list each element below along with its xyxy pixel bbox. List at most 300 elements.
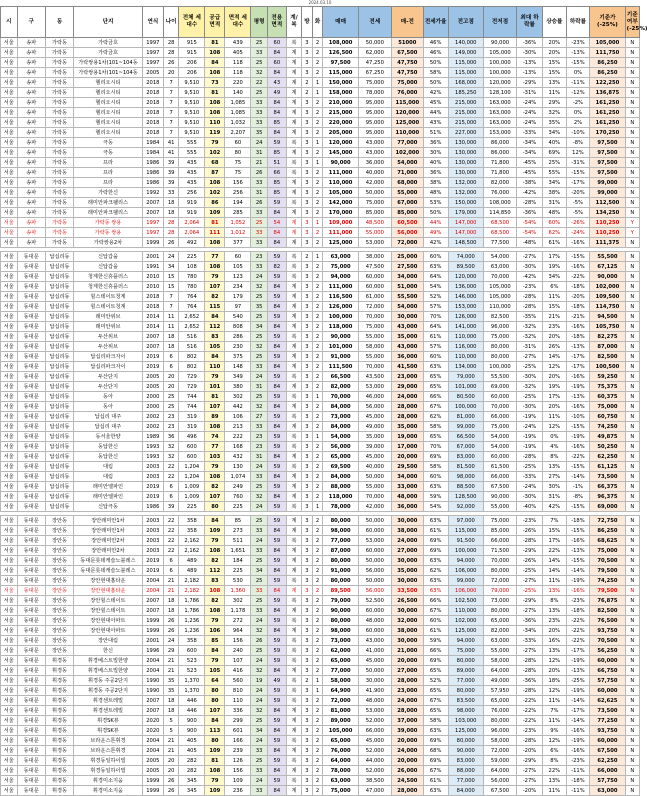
table-cell: 109 [205,746,225,756]
table-cell: 2 [312,586,323,596]
table-row[interactable] [1,382,640,392]
table-cell: 729 [179,372,205,382]
table-row[interactable] [1,716,640,726]
table-cell: 69,000 [590,502,625,512]
table-cell: 2003 [142,526,163,536]
table-cell: 26% [543,342,567,352]
column-header[interactable]: 동 [45,7,73,38]
table-cell: 79 [205,656,225,666]
table-row[interactable] [1,502,640,512]
table-cell: 61% [423,626,448,636]
table-cell: 435 [179,178,205,188]
table-row[interactable] [1,302,640,312]
column-header[interactable]: 공급 면적 [205,7,225,38]
table-cell: 계 [286,362,301,372]
table-cell: 75,000 [483,516,516,526]
table-row[interactable] [1,636,640,646]
table-cell: 프라 [74,178,143,188]
table-row[interactable] [1,58,640,68]
column-header[interactable]: 하락률 [566,7,590,38]
table-row[interactable] [1,88,640,98]
table-cell: 60% [423,252,448,262]
table-row[interactable] [1,676,640,686]
table-cell: 62,250 [590,452,625,462]
table-row[interactable] [1,38,640,48]
table-row[interactable] [1,482,640,492]
table-row[interactable] [1,556,640,566]
table-cell: 84 [205,716,225,726]
table-cell: 60,000 [483,392,516,402]
table-cell: N [625,626,639,636]
table-cell: 79 [205,372,225,382]
table-cell: 3 [302,786,313,796]
table-cell: 80 [225,148,251,158]
table-cell: 114,850 [483,208,516,218]
table-cell: 2 [312,58,323,68]
table-cell: 358 [179,636,205,646]
table-cell: -22% [566,636,590,646]
column-header[interactable]: 전체 세대수 [179,7,205,38]
table-row[interactable] [1,736,640,746]
table-row[interactable] [1,646,640,656]
table-row[interactable] [1,766,640,776]
table-cell: 2 [312,606,323,616]
table-cell: -14% [566,696,590,706]
table-cell: 송파 [17,228,45,238]
table-row[interactable] [1,128,640,138]
table-cell: N [625,536,639,546]
table-row[interactable] [1,322,640,332]
table-cell: 93,750 [590,626,625,636]
table-cell: 105 [205,666,225,676]
column-header[interactable]: 매매 [323,7,358,38]
table-cell: 24 [163,252,178,262]
table-cell: 동대문롯데캐슬노블레스 [74,556,143,566]
table-cell: -22% [517,706,543,716]
table-cell: 21 [163,656,178,666]
table-row[interactable] [1,272,640,282]
table-cell: 60% [543,218,567,228]
table-cell: 42% [423,238,448,248]
table-cell: 서울 [1,566,18,576]
table-cell: 25 [251,756,268,766]
table-cell: -17% [566,706,590,716]
table-row[interactable] [1,452,640,462]
table-row[interactable] [1,402,640,412]
table-cell: 97 [225,302,251,312]
table-cell: 60,500 [391,218,423,228]
table-row[interactable] [1,492,640,502]
column-header[interactable]: 상승률 [543,7,567,38]
table-cell: 55,000 [358,482,391,492]
table-cell: 3 [302,596,313,606]
table-cell: -19% [566,432,590,442]
table-cell: 601 [225,726,251,736]
table-cell: 2 [312,128,323,138]
table-row[interactable] [1,786,640,796]
table-cell: 118,000 [323,492,358,502]
table-cell: -21% [566,312,590,322]
table-cell: 90,000 [323,332,358,342]
table-cell: 59 [267,646,286,656]
table-cell: 계 [286,706,301,716]
table-cell: 3 [302,158,313,168]
table-cell: 32 [251,68,268,78]
table-cell: 계 [286,566,301,576]
table-cell: 84 [267,238,286,248]
table-cell: -12% [566,88,590,98]
table-cell: 41,500 [391,362,423,372]
table-cell: 33 [251,766,268,776]
table-cell: 서울 [1,746,18,756]
table-cell: 24 [251,502,268,512]
column-header[interactable]: 나이 [163,7,178,38]
table-cell: 서울 [1,58,18,68]
column-header[interactable]: 구 [17,7,45,38]
table-cell: 30,000 [358,676,391,686]
table-cell: 76,000 [483,706,516,716]
table-cell: 81 [205,88,225,98]
table-cell: 80,000 [323,576,358,586]
table-row[interactable] [1,198,640,208]
table-cell: 81,500 [448,462,483,472]
table-cell: 179 [225,292,251,302]
table-row[interactable] [1,432,640,442]
table-cell: 55,500 [483,372,516,382]
table-cell: 동대문 [17,292,45,302]
table-cell: 동대문 [17,322,45,332]
table-cell: 2002 [142,422,163,432]
table-cell: 161,250 [590,108,625,118]
table-row[interactable] [1,158,640,168]
table-cell: 송파 [17,58,45,68]
table-row[interactable] [1,312,640,322]
table-cell: N [625,332,639,342]
table-row[interactable] [1,178,640,188]
table-cell: 59 [267,352,286,362]
table-cell: 13% [543,606,567,616]
table-cell: 40,000 [358,168,391,178]
table-row[interactable] [1,422,640,432]
table-cell: 휘경센트레빌 [74,696,143,706]
table-row[interactable] [1,138,640,148]
table-cell: 29,000 [391,382,423,392]
table-cell: 가락동 [45,78,73,88]
table-cell: 두산단지 [74,382,143,392]
table-cell: 70,500 [590,636,625,646]
table-cell: 25 [163,392,178,402]
column-header[interactable]: 단지 [74,7,143,38]
table-cell: 2,064 [179,228,205,238]
table-cell: 80,000 [483,716,516,726]
table-cell: 3 [302,272,313,282]
table-cell: -14% [566,566,590,576]
table-cell: 68,500 [483,228,516,238]
table-cell: 서울 [1,636,18,646]
table-cell: -23% [517,726,543,736]
table-row[interactable] [1,726,640,736]
column-header[interactable]: 화 [312,7,323,38]
table-cell: 7 [163,108,178,118]
table-row[interactable] [1,292,640,302]
table-row[interactable] [1,442,640,452]
table-cell: 23 [163,422,178,432]
table-cell: -16% [566,322,590,332]
table-cell: 24 [251,776,268,786]
column-header[interactable]: 전용 면적 [267,7,286,38]
table-cell: 126,000 [448,312,483,322]
table-row[interactable] [1,586,640,596]
table-cell: 79 [205,462,225,472]
table-row[interactable] [1,118,640,128]
table-cell: 서울 [1,596,18,606]
table-cell: 2 [312,312,323,322]
table-cell: 72,750 [590,516,625,526]
column-header[interactable]: 전세가율 [423,7,448,38]
table-cell: 11 [163,312,178,322]
table-cell: -24% [517,482,543,492]
table-cell: 83,000 [448,452,483,462]
table-cell: -18% [566,282,590,292]
table-cell: 100,000 [483,362,516,372]
table-row[interactable] [1,218,640,228]
table-cell: 서울 [1,88,18,98]
table-cell: 2010 [142,282,163,292]
table-row[interactable] [1,282,640,292]
table-cell: 76,500 [590,616,625,626]
table-cell: 75 [225,168,251,178]
table-row[interactable] [1,462,640,472]
column-header[interactable]: 기준가 (-25%) [590,7,625,38]
column-header[interactable]: 면적 세대수 [225,7,251,38]
table-row[interactable] [1,68,640,78]
table-row[interactable] [1,706,640,716]
table-cell: 답십리동 [45,282,73,292]
table-cell: 계 [286,292,301,302]
table-cell: 179,000 [448,208,483,218]
table-cell: 73,000 [323,412,358,422]
table-row[interactable] [1,168,640,178]
table-cell: 77,000 [323,536,358,546]
table-row[interactable] [1,596,640,606]
table-cell: 41,900 [358,686,391,696]
table-cell: 109 [205,208,225,218]
column-header[interactable]: 기준 여부 (-25%) [625,7,639,38]
table-cell: N [625,462,639,472]
table-row[interactable] [1,392,640,402]
table-row[interactable] [1,472,640,482]
table-cell: 55,500 [391,292,423,302]
table-cell: 49% [423,228,448,238]
table-cell: -54% [517,228,543,238]
table-row[interactable] [1,342,640,352]
table-cell: 2 [312,98,323,108]
table-cell: 2004 [142,746,163,756]
table-cell: N [625,556,639,566]
table-row[interactable] [1,252,640,262]
table-cell: 장안동 [45,626,73,636]
table-cell: 52,500 [358,596,391,606]
table-cell: 송파 [17,208,45,218]
table-cell: 1 [312,78,323,88]
table-cell: N [625,252,639,262]
column-header[interactable]: 전고점 [448,7,483,38]
table-row[interactable] [1,606,640,616]
table-cell: 37,000 [391,716,423,726]
table-row[interactable] [1,696,640,706]
table-cell: 108 [179,262,205,272]
table-cell: 38% [543,188,567,198]
table-row[interactable] [1,208,640,218]
table-cell: 13% [543,646,567,656]
table-cell: 84 [267,452,286,462]
table-row[interactable] [1,362,640,372]
table-cell: 511 [225,536,251,546]
table-row[interactable] [1,576,640,586]
column-header[interactable]: 전세 [358,7,391,38]
table-cell: 82,500 [590,606,625,616]
table-row[interactable] [1,516,640,526]
table-cell: 84 [267,526,286,536]
table-cell: 764 [179,302,205,312]
table-cell: 20% [543,38,567,48]
column-header[interactable]: 평형 [251,7,268,38]
column-header[interactable]: 매-전 [391,7,423,38]
table-cell: 가락동 [45,168,73,178]
table-cell: -45% [517,158,543,168]
table-row[interactable] [1,412,640,422]
table-cell: 신답갑을 [74,252,143,262]
table-cell: 36,000 [391,352,423,362]
column-header[interactable]: 최대 하락률 [517,7,543,38]
table-cell: 1999 [142,616,163,626]
table-cell: 25 [251,576,268,586]
column-header[interactable]: 전저점 [483,7,516,38]
table-row[interactable] [1,188,640,198]
table-cell: 108 [205,606,225,616]
table-row[interactable] [1,48,640,58]
table-cell: 59 [267,292,286,302]
table-cell: 답십리동 [45,352,73,362]
table-cell: 3 [302,312,313,322]
table-cell: -8% [566,138,590,148]
table-row[interactable] [1,238,640,248]
table-cell: 110 [205,118,225,128]
table-cell: 915 [179,38,205,48]
table-cell: 27,000 [391,666,423,676]
table-cell: 82 [205,482,225,492]
table-row[interactable] [1,372,640,382]
table-cell: 3 [302,228,313,238]
table-cell: 가락쌍용1차(101~104동 [74,68,143,78]
table-cell: 112 [205,322,225,332]
table-cell: 60,000 [358,546,391,556]
table-cell: 휘경동 [45,756,73,766]
table-row[interactable] [1,686,640,696]
table-cell: 67% [423,606,448,616]
table-row[interactable] [1,228,640,238]
table-cell: 184 [225,556,251,566]
table-cell: 75,000 [323,786,358,796]
table-row[interactable] [1,616,640,626]
table-cell: 111 [205,228,225,238]
column-header[interactable]: 연식 [142,7,163,38]
table-cell: 답십리동 [45,382,73,392]
table-row[interactable] [1,776,640,786]
table-cell: 72,000 [358,302,391,312]
table-cell: 계 [286,716,301,726]
table-row[interactable] [1,108,640,118]
table-row[interactable] [1,546,640,556]
table-cell: 서울 [1,148,18,158]
table-cell: 47,750 [391,68,423,78]
table-cell: 59 [267,252,286,262]
table-row[interactable] [1,746,640,756]
table-cell: 48,000 [391,492,423,502]
table-row[interactable] [1,352,640,362]
table-cell: 서울 [1,766,18,776]
table-cell: 서울 [1,252,18,262]
table-row[interactable] [1,148,640,158]
table-row[interactable] [1,656,640,666]
table-cell: -27% [517,776,543,786]
table-cell: 1,204 [179,472,205,482]
table-cell: 156 [225,636,251,646]
table-cell: 215,000 [448,108,483,118]
column-header[interactable]: 계/복 [286,7,301,38]
table-cell: 2 [302,88,313,98]
table-cell: 2005 [142,382,163,392]
table-cell: 3 [302,342,313,352]
table-row[interactable] [1,98,640,108]
column-header[interactable]: 방 [302,7,313,38]
table-cell: 109,500 [590,292,625,302]
table-cell: -22% [566,452,590,462]
table-cell: 6 [163,352,178,362]
table-cell: 3 [302,238,313,248]
table-row[interactable] [1,526,640,536]
table-cell: N [625,526,639,536]
table-cell: 11% [543,716,567,726]
table-cell: 2 [302,676,313,686]
table-cell: 1 [312,158,323,168]
table-cell: N [625,342,639,352]
table-cell: 105,000 [483,282,516,292]
table-cell: 77,000 [448,776,483,786]
table-cell: 102,000 [391,148,423,158]
table-cell: 19% [543,262,567,272]
table-cell: 84 [267,766,286,776]
table-cell: 1986 [142,178,163,188]
table-row[interactable] [1,332,640,342]
table-cell: 3 [302,586,313,596]
table-row[interactable] [1,78,640,88]
table-row[interactable] [1,566,640,576]
table-cell: -23% [566,596,590,606]
column-header[interactable]: 시 [1,7,18,38]
table-cell: -28% [517,452,543,462]
table-cell: 100,000 [448,402,483,412]
table-cell: 82 [267,262,286,272]
table-row[interactable] [1,756,640,766]
table-cell: 2001 [142,252,163,262]
table-row[interactable] [1,626,640,636]
table-row[interactable] [1,536,640,546]
table-row[interactable] [1,666,640,676]
table-row[interactable] [1,262,640,272]
table-cell: 2 [312,656,323,666]
table-cell: N [625,392,639,402]
